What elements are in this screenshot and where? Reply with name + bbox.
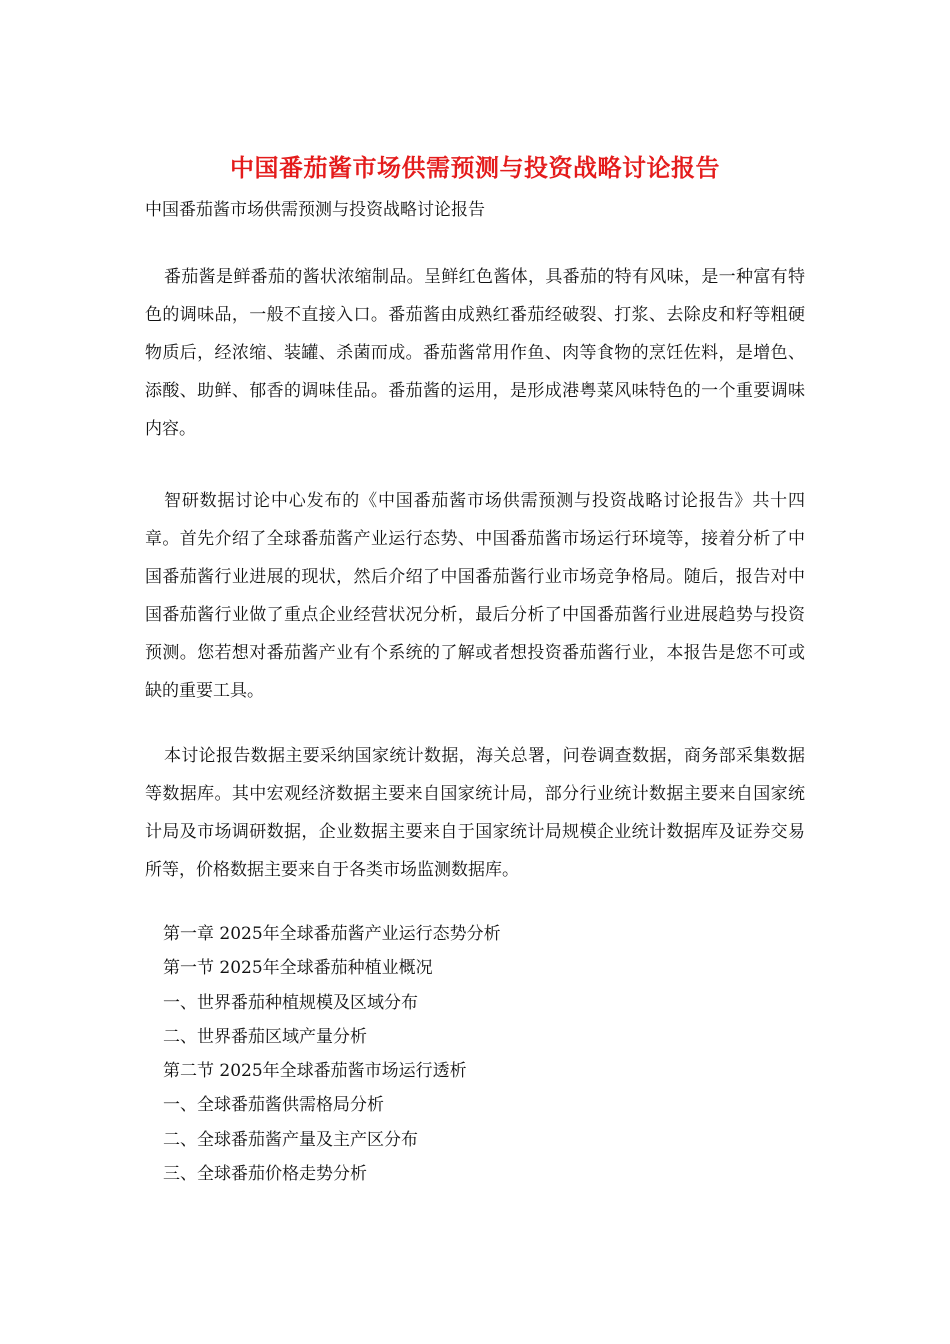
toc-item: 三、全球番茄价格走势分析 (163, 1164, 367, 1185)
toc-item: 第二节 2025年全球番茄酱市场运行透析 (163, 1061, 467, 1082)
toc-item: 第一章 2025年全球番茄酱产业运行态势分析 (163, 924, 501, 944)
document-title: 中国番茄酱市场供需预测与投资战略讨论报告 (230, 153, 720, 182)
paragraph-data-sources: 本讨论报告数据主要采纳国家统计数据，海关总署，问卷调查数据，商务部采集数据等数据库。其中宏观经济数据主要来自国家统计局，部分行业统计数据主要来自国家统计局及市场调研数据，企业数据主要来自于国家统计局规模企业统计数据库及证券交易所等，价格数据主要来自于各类市场监测数据库。 (145, 746, 805, 880)
toc-item: 二、世界番茄区域产量分析 (163, 1026, 367, 1047)
paragraph-report-overview: 智研数据讨论中心发布的《中国番茄酱市场供需预测与投资战略讨论报告》共十四章。首先介绍了全球番茄酱产业运行态势、中国番茄酱市场运行环境等，接着分析了中国番茄酱行业进展的现状，然后介绍了中国番茄酱行业市场竞争格局。随后，报告对中国番茄酱行业做了重点企业经营状况分析，最后分析了中国番茄酱行业进展趋势与投资预测。您若想对番茄酱产业有个系统的了解或者想投资番茄酱行业，本报告是您不可或缺的重要工具。 (145, 491, 805, 701)
paragraph-intro: 番茄酱是鲜番茄的酱状浓缩制品。呈鲜红色酱体，具番茄的特有风味，是一种富有特色的调味品，一般不直接入口。番茄酱由成熟红番茄经破裂、打浆、去除皮和籽等粗硬物质后，经浓缩、装罐、杀菌而成。番茄酱常用作鱼、肉等食物的烹饪佐料，是增色、添酸、助鲜、郁香的调味佳品。番茄酱的运用，是形成港粤菜风味特色的一个重要调味内容。 (145, 267, 805, 439)
toc-item: 一、全球番茄酱供需格局分析 (163, 1095, 384, 1116)
document-subtitle: 中国番茄酱市场供需预测与投资战略讨论报告 (145, 200, 485, 220)
toc-item: 二、全球番茄酱产量及主产区分布 (163, 1129, 418, 1150)
table-of-contents (163, 917, 501, 1191)
toc-item: 一、世界番茄种植规模及区域分布 (163, 992, 418, 1013)
toc-item: 第一节 2025年全球番茄种植业概况 (163, 958, 433, 979)
